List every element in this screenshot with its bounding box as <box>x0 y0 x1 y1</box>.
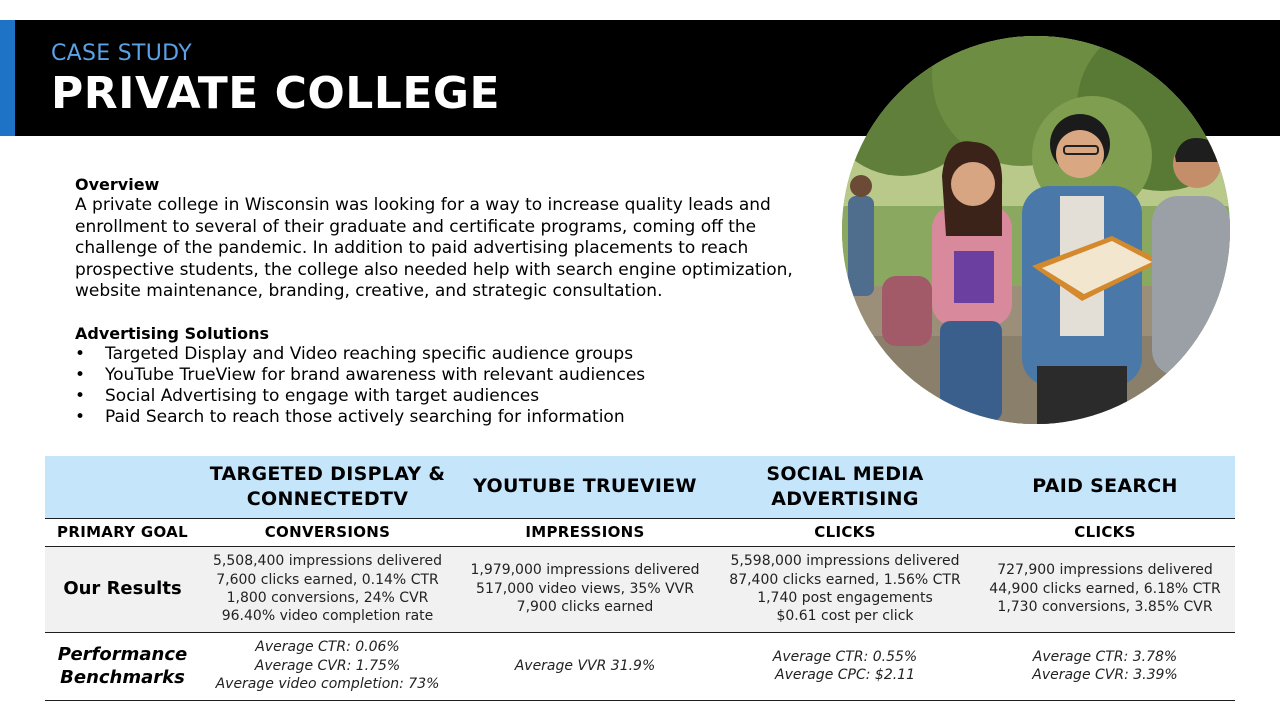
solution-text: Social Advertising to engage with target audiences <box>105 386 540 406</box>
solution-text: Targeted Display and Video reaching specific audience groups <box>105 344 634 364</box>
bench-line: Average CPC: $2.11 <box>775 667 915 683</box>
primary-goal-cell: CONVERSIONS <box>200 518 455 546</box>
solutions-section <box>75 323 815 428</box>
students-photo <box>842 36 1230 424</box>
bench-cell-display-ctv <box>200 632 455 700</box>
primary-goal-cell: IMPRESSIONS <box>455 518 715 546</box>
solution-item <box>75 386 815 407</box>
results-cell-paid-search <box>975 546 1235 632</box>
results-cell-social <box>715 546 975 632</box>
table-header-paid-search: PAID SEARCH <box>975 456 1235 518</box>
bench-line: Average CTR: 0.55% <box>772 648 918 665</box>
results-line: 1,730 conversions, 3.85% CVR <box>997 599 1213 616</box>
primary-goal-cell: CLICKS <box>715 518 975 546</box>
results-line: 44,900 clicks earned, 6.18% CTR <box>989 580 1221 597</box>
solutions-heading: Advertising Solutions <box>75 324 269 343</box>
page-title: PRIVATE COLLEGE <box>51 68 501 119</box>
solution-item <box>75 344 815 365</box>
bullet-icon: • <box>75 365 86 385</box>
eyebrow-label: CASE STUDY <box>51 41 192 66</box>
bench-line: Average CVR: 1.75% <box>254 657 401 674</box>
results-line: 517,000 video views, 35% VVR <box>476 580 694 597</box>
solutions-list <box>75 344 815 428</box>
results-line: 1,979,000 impressions delivered <box>470 562 700 579</box>
results-line: $0.61 cost per click <box>776 608 914 625</box>
bench-line: Average video completion: 73% <box>215 676 440 693</box>
results-line: 7,900 clicks earned <box>516 599 654 616</box>
solution-item <box>75 365 815 386</box>
results-cell-display-ctv <box>200 546 455 632</box>
table-header-display-ctv: TARGETED DISPLAY & CONNECTEDTV <box>200 456 455 518</box>
solution-item <box>75 407 815 428</box>
bench-line: Average CTR: 0.06% <box>255 639 400 656</box>
results-line: 1,800 conversions, 24% CVR <box>226 590 429 606</box>
bench-cell-paid-search <box>975 632 1235 700</box>
results-line: 87,400 clicks earned, 1.56% CTR <box>729 571 961 588</box>
overview-heading: Overview <box>75 175 160 194</box>
table-row-primary-goal <box>45 518 1235 546</box>
solution-text: Paid Search to reach those actively searching for information <box>105 407 625 427</box>
bench-line: Average CTR: 3.78% <box>1032 648 1178 665</box>
results-line: 96.40% video completion rate <box>221 608 434 625</box>
solution-text: YouTube TrueView for brand awareness with relevant audiences <box>105 365 646 385</box>
overview-section <box>75 174 815 303</box>
bullet-icon: • <box>75 407 86 427</box>
primary-goal-label: PRIMARY GOAL <box>45 518 200 546</box>
results-cell-youtube <box>455 546 715 632</box>
benchmarks-label: Performance Benchmarks <box>45 632 200 700</box>
table-header-cell-empty <box>45 456 200 518</box>
table-header-row <box>45 456 1235 518</box>
results-line: 727,900 impressions delivered <box>997 562 1213 579</box>
results-label: Our Results <box>45 546 200 632</box>
bench-line: Average VVR 31.9% <box>514 657 656 674</box>
bench-cell-youtube <box>455 632 715 700</box>
bench-cell-social <box>715 632 975 700</box>
bullet-icon: • <box>75 386 86 406</box>
results-line: 5,598,000 impressions delivered <box>730 553 960 570</box>
table-header-social: SOCIAL MEDIA ADVERTISING <box>715 456 975 518</box>
header-accent-bar <box>0 20 15 136</box>
results-line: 7,600 clicks earned, 0.14% CTR <box>216 571 439 588</box>
overview-body: A private college in Wisconsin was looking for a way to increase quality leads and enrollment to several of their graduate and certificate programs, coming off the challenge of the pandemic. In addition to paid advertising placements to reach prospective students, the college also needed help with search engine optimization, website maintenance, branding, creative, and strategic consultation. <box>75 195 793 302</box>
table-row-results <box>45 546 1235 632</box>
results-line: 5,508,400 impressions delivered <box>213 553 442 570</box>
primary-goal-cell: CLICKS <box>975 518 1235 546</box>
table-header-youtube: YOUTUBE TRUEVIEW <box>455 456 715 518</box>
table-row-benchmarks <box>45 632 1235 700</box>
results-table <box>45 456 1235 701</box>
bullet-icon: • <box>75 344 86 364</box>
results-line: 1,740 post engagements <box>757 590 933 606</box>
bench-line: Average CVR: 3.39% <box>1032 667 1178 683</box>
